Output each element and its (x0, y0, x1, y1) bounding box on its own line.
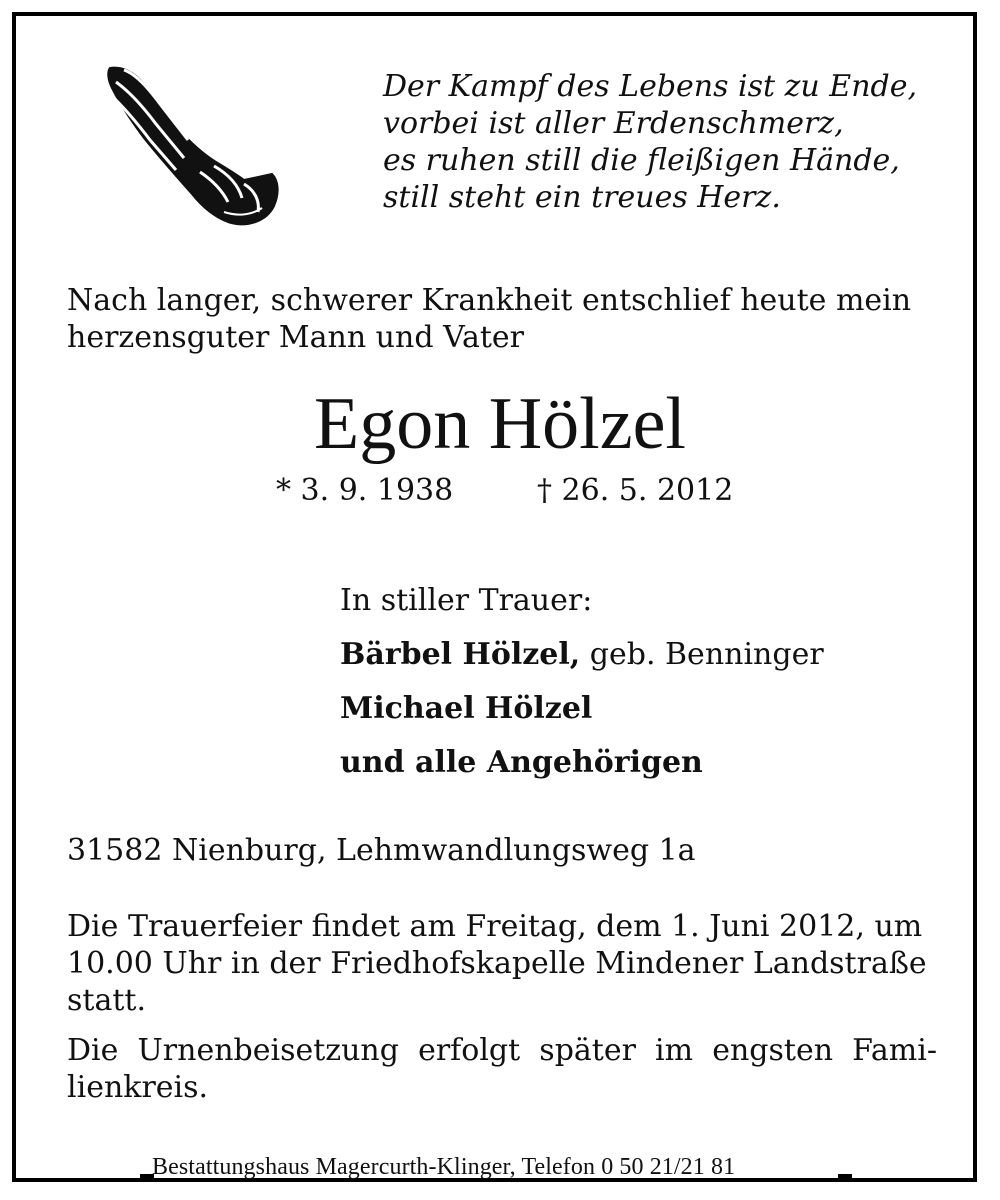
address: 31582 Nienburg, Lehmwandlungsweg 1a (67, 833, 696, 868)
mourner-relatives: und alle Angehörigen (340, 745, 703, 780)
poem-line: vorbei ist aller Erdenschmerz, (383, 106, 844, 141)
death-date: † 26. 5. 2012 (537, 473, 734, 508)
mourner-name: Michael Hölzel (340, 691, 593, 726)
mourner-name: Bärbel Hölzel, (340, 637, 581, 672)
mourning-heading: In stiller Trauer: (340, 583, 593, 618)
mourner (340, 628, 824, 682)
deceased-name: Egon Hölzel (314, 383, 686, 465)
poem-line: Der Kampf des Lebens ist zu Ende, (383, 69, 918, 104)
poem-line: still steht ein treues Herz. (383, 180, 781, 215)
poem-line: es ruhen still die fleißigen Hände, (383, 143, 900, 178)
poem (383, 68, 943, 216)
praying-hands-icon (104, 62, 282, 230)
mourners-block (340, 574, 824, 790)
urn-text: Die Urnenbeisetzung erfolgt später im engsten Fami-lienkreis. (67, 1033, 937, 1105)
intro-text: Nach langer, schwerer Krankheit entschlief heute mein herzensguter Mann und Vater (67, 283, 912, 355)
footer-rule-right (838, 1174, 852, 1178)
funeral-home-footer: Bestattungshaus Magercurth-Klinger, Telefon 0 50 21/21 81 (152, 1154, 736, 1180)
mourner-note: geb. Benninger (589, 637, 824, 672)
ceremony-text: Die Trauerfeier findet am Freitag, dem 1. Juni 2012, um 10.00 Uhr in der Friedhofskapelle Mindener Landstraße statt. (67, 909, 927, 1018)
birth-date: * 3. 9. 1938 (276, 473, 454, 508)
